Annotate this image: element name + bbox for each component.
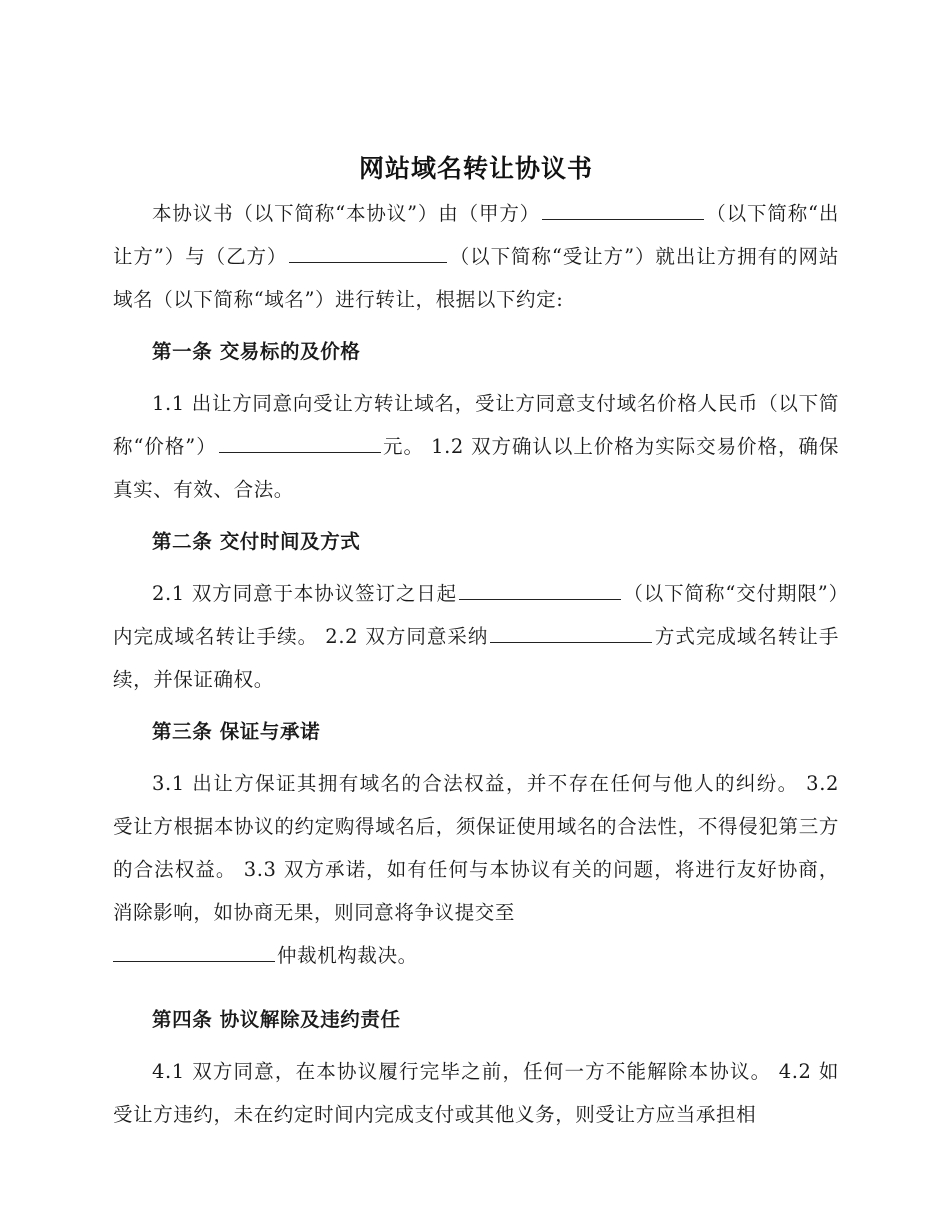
article-3-heading: 第三条 保证与承诺 <box>152 720 321 743</box>
article-3-paragraph <box>113 762 839 934</box>
article-4-heading: 第四条 协议解除及违约责任 <box>152 1008 401 1031</box>
spacer <box>113 977 839 989</box>
article-2-text-1: 2.1 双方同意于本协议签订之日起 <box>152 582 458 605</box>
article-3-text-2: 仲裁机构裁决。 <box>277 944 418 967</box>
article-2-paragraph <box>113 572 839 701</box>
intro-paragraph <box>113 192 839 321</box>
article-1-heading: 第一条 交易标的及价格 <box>152 340 361 363</box>
article-1-text-1: 1.1 出让方同意向受让方转让域名，受让方同意支付域名价格人民币（以下简称“价格”） <box>113 392 839 458</box>
article-4-paragraph <box>113 1050 839 1136</box>
intro-text-2: （以下简称“出让方”）与（乙方） <box>113 202 839 268</box>
document-body <box>113 150 839 1136</box>
intro-text-3: （以下简称“受让方”）就出让方拥有的网站域名（以下简称“域名”）进行转让，根据以下约定: <box>113 245 839 311</box>
document-title: 网站域名转让协议书 <box>358 154 593 183</box>
delivery-period-blank[interactable] <box>459 577 621 600</box>
party-b-blank[interactable] <box>289 240 447 263</box>
arbitration-blank[interactable] <box>113 939 275 962</box>
article-1-text-2: 元。 1.2 双方确认以上价格为实际交易价格，确保真实、有效、合法。 <box>113 435 839 501</box>
price-blank[interactable] <box>219 430 381 453</box>
article-2-text-2: （以下简称“交付期限”）内完成域名转让手续。 2.2 双方同意采纳 <box>113 582 839 648</box>
party-a-blank[interactable] <box>542 197 704 220</box>
article-4-text-1: 4.1 双方同意，在本协议履行完毕之前，任何一方不能解除本协议。 4.2 如受让方违约，未在约定时间内完成支付或其他义务，则受让方应当承担相 <box>113 1060 839 1126</box>
article-3-text-1: 3.1 出让方保证其拥有域名的合法权益，并不存在任何与他人的纠纷。 3.2 受让方根据本协议的约定购得域名后，须保证使用域名的合法性，不得侵犯第三方的合法权益。 3.3 双方承诺，如有任何与本协议有关的问题，将进行友好协商，消除影响，如协商无果，则同意将争议提交至 <box>113 772 839 924</box>
transfer-method-blank[interactable] <box>490 620 652 643</box>
article-3-paragraph-cont <box>113 934 839 977</box>
article-2-text-3: 方式完成域名转让手续，并保证确权。 <box>113 625 839 691</box>
article-2-heading: 第二条 交付时间及方式 <box>152 530 361 553</box>
intro-text-1: 本协议书（以下简称“本协议”）由（甲方） <box>152 202 541 225</box>
article-1-paragraph <box>113 382 839 511</box>
